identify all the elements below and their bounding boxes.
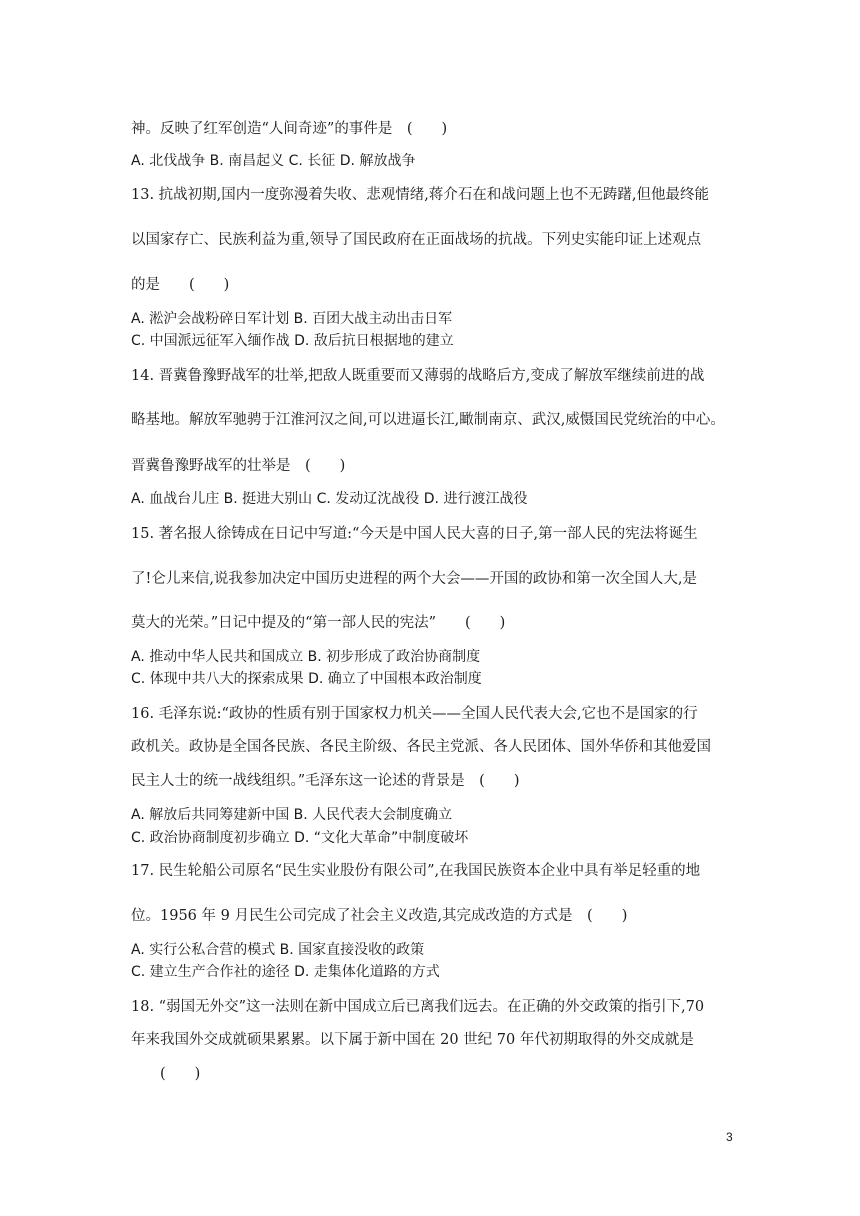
q15-option-row-1: A. 推动中华人民共和国成立 B. 初步形成了政治协商制度 bbox=[131, 649, 481, 665]
q14-stem-line-3: 晋冀鲁豫野战军的壮举是 ( ) bbox=[131, 458, 346, 474]
q14-stem-line-1: 14. 晋冀鲁豫野战军的壮举,把敌人既重要而又薄弱的战略后方,变成了解放军继续前进的战 bbox=[131, 368, 705, 384]
q13-stem-line-2: 以国家存亡、民族利益为重,领导了国民政府在正面战场的抗战。下列史实能印证上述观点 bbox=[131, 232, 702, 248]
q16-option-row-2: C. 政治协商制度初步确立 D. “文化大革命”中制度破坏 bbox=[131, 830, 469, 846]
q15-stem-line-2: 了!仑儿来信,说我参加决定中国历史进程的两个大会——开国的政协和第一次全国人大,是 bbox=[131, 571, 698, 587]
q13-option-row-1: A. 淞沪会战粉碎日军计划 B. 百团大战主动出击日军 bbox=[131, 311, 453, 327]
q16-stem-line-3: 民主人士的统一战线组织。”毛泽东这一论述的背景是 ( ) bbox=[131, 773, 520, 789]
q16-stem-line-1: 16. 毛泽东说:“政协的性质有别于国家权力机关——全国人民代表大会,它也不是国家的行 bbox=[131, 706, 698, 722]
q15-option-row-2: C. 体现中共八大的探索成果 D. 确立了中国根本政治制度 bbox=[131, 671, 482, 687]
q13-stem-line-1: 13. 抗战初期,国内一度弥漫着失收、悲观情绪,蒋介石在和战问题上也不无踌躇,但他最终能 bbox=[131, 187, 709, 203]
q15-stem-line-3: 莫大的光荣。”日记中提及的“第一部人民的宪法” ( ) bbox=[131, 615, 506, 631]
q17-stem-line-1: 17. 民生轮船公司原名“民生实业股份有限公司”,在我国民族资本企业中具有举足轻重的地 bbox=[131, 863, 701, 879]
q17-stem-line-2: 位。1956 年 9 月民生公司完成了社会主义改造,其完成改造的方式是 ( ) bbox=[131, 908, 628, 924]
q13-stem-line-3: 的是 ( ) bbox=[131, 277, 230, 293]
q18-stem-line-1: 18. “弱国无外交”这一法则在新中国成立后已离我们远去。在正确的外交政策的指引下,70 bbox=[131, 999, 705, 1015]
q17-option-row-2: C. 建立生产合作社的途径 D. 走集体化道路的方式 bbox=[131, 964, 440, 980]
q16-stem-line-2: 政机关。政协是全国各民族、各民主阶级、各民主党派、各人民团体、国外华侨和其他爱国 bbox=[131, 739, 711, 755]
page-number: 3 bbox=[726, 1130, 733, 1144]
q12-options: A. 北伐战争 B. 南昌起义 C. 长征 D. 解放战争 bbox=[131, 153, 416, 169]
q16-option-row-1: A. 解放后共同筹建新中国 B. 人民代表大会制度确立 bbox=[131, 807, 453, 823]
q12-stem: 神。反映了红军创造“人间奇迹”的事件是 ( ) bbox=[131, 121, 448, 137]
q14-options: A. 血战台儿庄 B. 挺进大别山 C. 发动辽沈战役 D. 进行渡江战役 bbox=[131, 491, 528, 507]
q18-stem-line-3: ( ) bbox=[160, 1066, 201, 1082]
q17-option-row-1: A. 实行公私合营的模式 B. 国家直接没收的政策 bbox=[131, 942, 425, 958]
q15-stem-line-1: 15. 著名报人徐铸成在日记中写道:“今天是中国人民大喜的日子,第一部人民的宪法将诞生 bbox=[131, 526, 698, 542]
q13-option-row-2: C. 中国派远征军入缅作战 D. 敌后抗日根据地的建立 bbox=[131, 333, 454, 349]
q18-stem-line-2: 年来我国外交成就硕果累累。以下属于新中国在 20 世纪 70 年代初期取得的外交成就是 bbox=[131, 1032, 694, 1048]
q14-stem-line-2: 略基地。解放军驰骋于江淮河汉之间,可以进逼长江,瞰制南京、武汉,威慑国民党统治的中心。 bbox=[131, 412, 725, 428]
